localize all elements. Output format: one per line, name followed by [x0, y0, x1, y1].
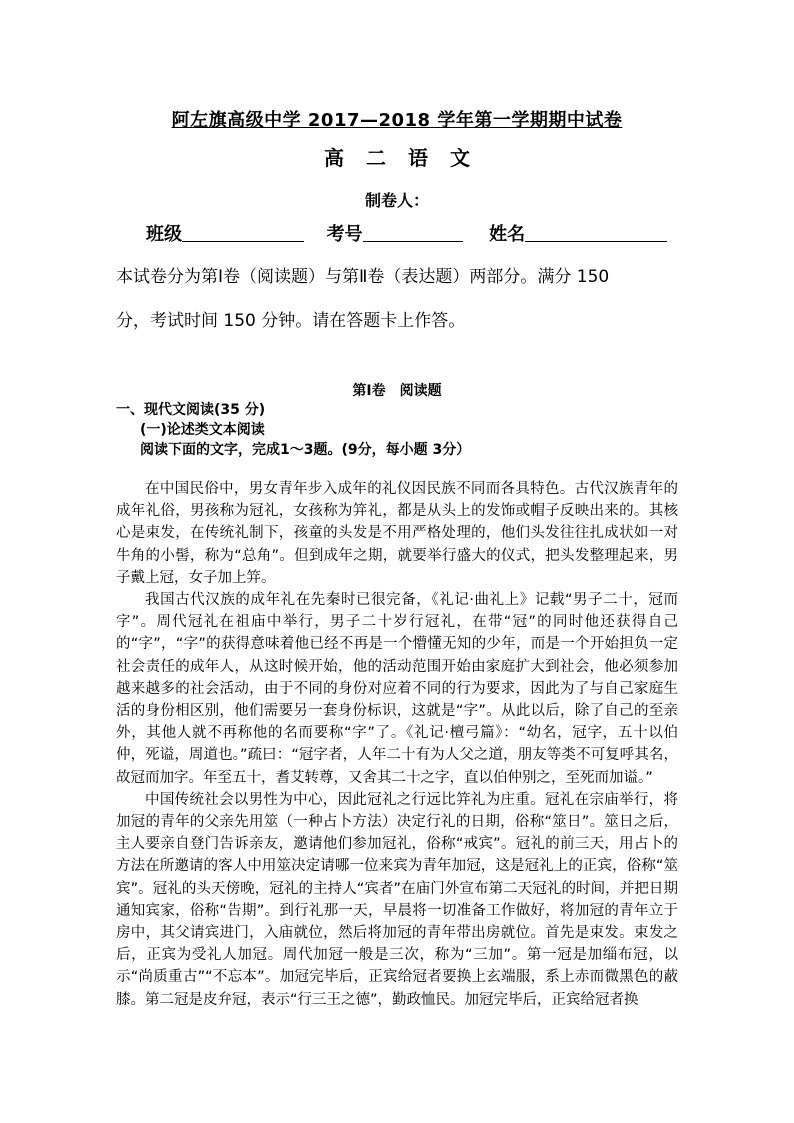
article-paragraph: 在中国民俗中，男女青年步入成年的礼仪因民族不同而各具特色。古代汉族青年的成年礼俗，男孩称为冠礼，女孩称为笄礼，都是从头上的发饰或帽子反映出来的。其核心是束发，在传统礼制下，孩童的头发是不用严格处理的，他们头发往往扎成状如一对牛角的小髻，称为“总角”。但到成年之期，就要举行盛大的仪式，把头发整理起来，男子戴上冠，女子加上笄。 — [116, 481, 678, 586]
number-blank[interactable] — [363, 223, 463, 242]
part-heading: 一、现代文阅读(35 分) — [116, 402, 266, 418]
student-info-fields — [146, 220, 667, 246]
article-paragraph: 中国传统社会以男性为中心，因此冠礼之行远比笄礼为庄重。冠礼在宗庙举行，将加冠的青年的父亲先用筮（一种占卜方法）决定行礼的日期，俗称“筮日”。筮日之后，主人要亲自登门告诉亲友，邀请他们参加冠礼，俗称“戒宾”。冠礼的前三天，用占卜的方法在所邀请的客人中用筮决定请哪一位来宾为青年加冠，这是冠礼上的正宾，俗称“筮宾”。冠礼的头天傍晚，冠礼的主持人“宾者”在庙门外宣布第二天冠礼的时间，并把日期通知宾家，俗称“告期”。到行礼那一天，早晨将一切准备工作做好，将加冠的青年立于房中，其父请宾进门，入庙就位，然后将加冠的青年带出房就位。首先是束发。束发之后，正宾为受礼人加冠。周代加冠一般是三次，称为“三加”。第一冠是加缁布冠，以示“尚质重古”“不忘本”。加冠完毕后，正宾给冠者要换上玄端服，系上赤而微黑色的蔽膝。第二冠是皮弁冠，表示“行三王之德”，勤政恤民。加冠完毕后，正宾给冠者换 — [116, 791, 678, 1008]
exam-subtitle: 高二语文 — [324, 146, 492, 170]
class-label: 班级 — [146, 224, 182, 245]
section-heading: 第Ⅰ卷 阅读题 — [352, 383, 442, 399]
intro-line-2: 分，考试时间 150 分钟。请在答题卡上作答。 — [116, 311, 466, 331]
subpart-heading: (一)论述类文本阅读 — [140, 422, 265, 438]
number-label: 考号 — [326, 224, 363, 245]
article-paragraph: 我国古代汉族的成年礼在先秦时已很完备，《礼记·曲礼上》记载“男子二十，冠而字”。周代冠礼在祖庙中举行，男子二十岁行冠礼，在带“冠”的同时他还获得自己的“字”，“字”的获得意味着他已经不再是一个懵懂无知的少年，而是一个开始担负一定社会责任的成年人，从这时候开始，他的活动范围开始由家庭扩大到社会，他必须参加越来越多的社会活动，由于不同的身份对应着不同的行为要求，因此为了与自己家庭生活的身份相区别，他们需要另一套身份标识，这就是“字”。从此以后，除了自己的至亲外，其他人就不再称他的名而要称“字”了。《礼记·檀弓篇》：“幼名，冠字，五十以伯仲，死谥，周道也。”疏曰：“冠字者，人年二十有为人父之道，朋友等类不可复呼其名，故冠而加字。年至五十，耆艾转尊，又舍其二十之字，直以伯仲别之，至死而加谥。” — [116, 592, 678, 786]
name-blank[interactable] — [525, 223, 667, 242]
article-body — [116, 478, 678, 1011]
maker-label: 制卷人： — [364, 191, 429, 210]
name-label: 姓名 — [489, 224, 526, 245]
class-blank[interactable] — [182, 223, 304, 242]
intro-line-1: 本试卷分为第Ⅰ卷（阅读题）与第Ⅱ卷（表达题）两部分。满分 150 — [116, 267, 610, 287]
exam-title: 阿左旗高级中学 2017—2018 学年第一学期期中试卷 — [171, 110, 623, 131]
question-instruction: 阅读下面的文字，完成1～3题。(9分，每小题 3分） — [140, 442, 471, 458]
